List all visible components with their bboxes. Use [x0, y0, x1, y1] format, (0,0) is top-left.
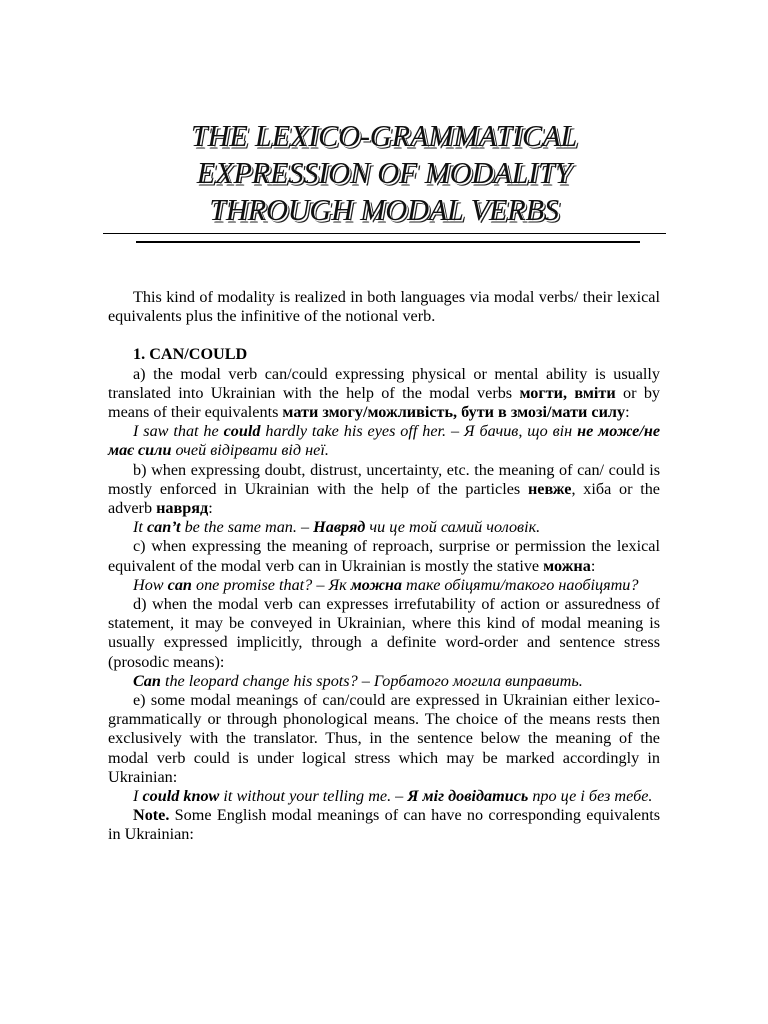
- paragraph-a-text-3: :: [625, 403, 630, 422]
- title-divider-thick: [136, 241, 640, 243]
- example-b-text-3: чи це той самий чоловік.: [365, 518, 541, 537]
- example-c-text-2: one promise that? – Як: [191, 575, 351, 594]
- example-a-text-2: hardly take his eyes off her. – Я бачив, що він: [260, 422, 578, 441]
- section-heading: [108, 345, 660, 364]
- example-e-bold-2: Я міг довідатись: [407, 787, 529, 806]
- paragraph-b-text-3: :: [208, 499, 213, 518]
- paragraph-b-bold-2: навряд: [156, 499, 209, 518]
- title-divider-thin: [103, 233, 666, 234]
- example-a-bold-2: не може/не має сили: [108, 422, 661, 460]
- page-title: [100, 118, 668, 229]
- paragraph-c-bold-1: можна: [543, 556, 591, 575]
- example-d: [108, 672, 660, 691]
- example-c-bold-2: можна: [350, 575, 402, 594]
- example-d-bold-1: Can: [133, 671, 161, 690]
- paragraph-b: [108, 461, 660, 519]
- example-a-text-3: очей відірвати від неї.: [171, 441, 329, 460]
- paragraph-a-bold-1: могти, вміти: [519, 383, 616, 402]
- paragraph-c-text-2: :: [590, 556, 596, 575]
- example-a: [108, 422, 660, 460]
- example-b-bold-1: can’t: [146, 518, 181, 537]
- body-text: [108, 288, 660, 845]
- paragraph-b-bold-1: невже: [527, 479, 572, 498]
- note-paragraph: [108, 806, 660, 844]
- intro-paragraph: This kind of modality is realized in both languages via modal verbs/ their lexical equivalents plus the infinitive of the notional verb.: [108, 288, 660, 326]
- paragraph-e: e) some modal meanings of can/could are expressed in Ukrainian either lexico-grammatically or through phonological means. The choice of the means rests then exclusively with the translator. Thus, in the sentence below the meaning of the modal verb could is under logical stress which may be marked accordingly in Ukrainian:: [108, 691, 660, 786]
- paragraph-a-text-2: or by means of their equivalents: [108, 383, 661, 422]
- example-c-text-1: How: [133, 575, 168, 594]
- title-line-3: THROUGH MODAL VERBS: [209, 193, 559, 227]
- example-b: [108, 518, 660, 537]
- example-b-text-1: It: [133, 518, 147, 537]
- paragraph-a-bold-2: мати змогу/можливість, бути в змозі/мати силу: [282, 403, 626, 422]
- title-line-2: EXPRESSION OF MODALITY: [196, 156, 572, 190]
- paragraph-b-text-2: , хіба or the adverb: [108, 479, 660, 518]
- example-a-text-1: I saw that he: [133, 422, 224, 441]
- example-e-bold-1: could know: [142, 787, 220, 806]
- paragraph-c-text-1: c) when expressing the meaning of reproach, surprise or permission the lexical equivalent of the modal verb can in Ukrainian is mostly the stative: [108, 537, 660, 575]
- paragraph-b-text-1: b) when expressing doubt, distrust, uncertainty, etc. the meaning of can/ could is mostly enforced in Ukrainian with the help of the particles: [108, 460, 660, 498]
- example-b-text-2: be the same man. –: [180, 518, 314, 537]
- example-c-bold-1: can: [167, 575, 192, 594]
- note-text: Some English modal meanings of can have no corresponding equivalents in Ukrainian:: [108, 806, 660, 844]
- example-e: [108, 787, 660, 806]
- paragraph-d: d) when the modal verb can expresses irrefutability of action or assuredness of statement, it may be conveyed in Ukrainian, where this kind of modal meaning is usually expressed implicitly, through a definite word-order and sentence stress (prosodic means):: [108, 595, 660, 671]
- section-heading-text: 1. CAN/COULD: [133, 345, 248, 364]
- title-line-1: THE LEXICO-GRAMMATICAL: [190, 119, 578, 153]
- paragraph-a: [108, 365, 660, 423]
- example-c-text-3: таке обіцяти/такого наобіцяти?: [402, 575, 639, 594]
- example-e-text-2: it without your telling me. –: [219, 787, 408, 806]
- example-a-bold-1: could: [223, 422, 261, 441]
- example-c: [108, 576, 660, 595]
- example-b-bold-2: Навряд: [313, 518, 366, 537]
- paragraph-c: [108, 537, 660, 575]
- example-e-text-1: I: [133, 787, 143, 806]
- example-d-text-1: the leopard change his spots? – Горбатого могила виправить.: [160, 671, 583, 690]
- example-e-text-3: про це і без тебе.: [528, 787, 653, 806]
- paragraph-a-text-1: a) the modal verb can/could expressing physical or mental ability is usually translated into Ukrainian with the help of the modal verbs: [108, 364, 660, 402]
- note-label: Note.: [133, 806, 170, 825]
